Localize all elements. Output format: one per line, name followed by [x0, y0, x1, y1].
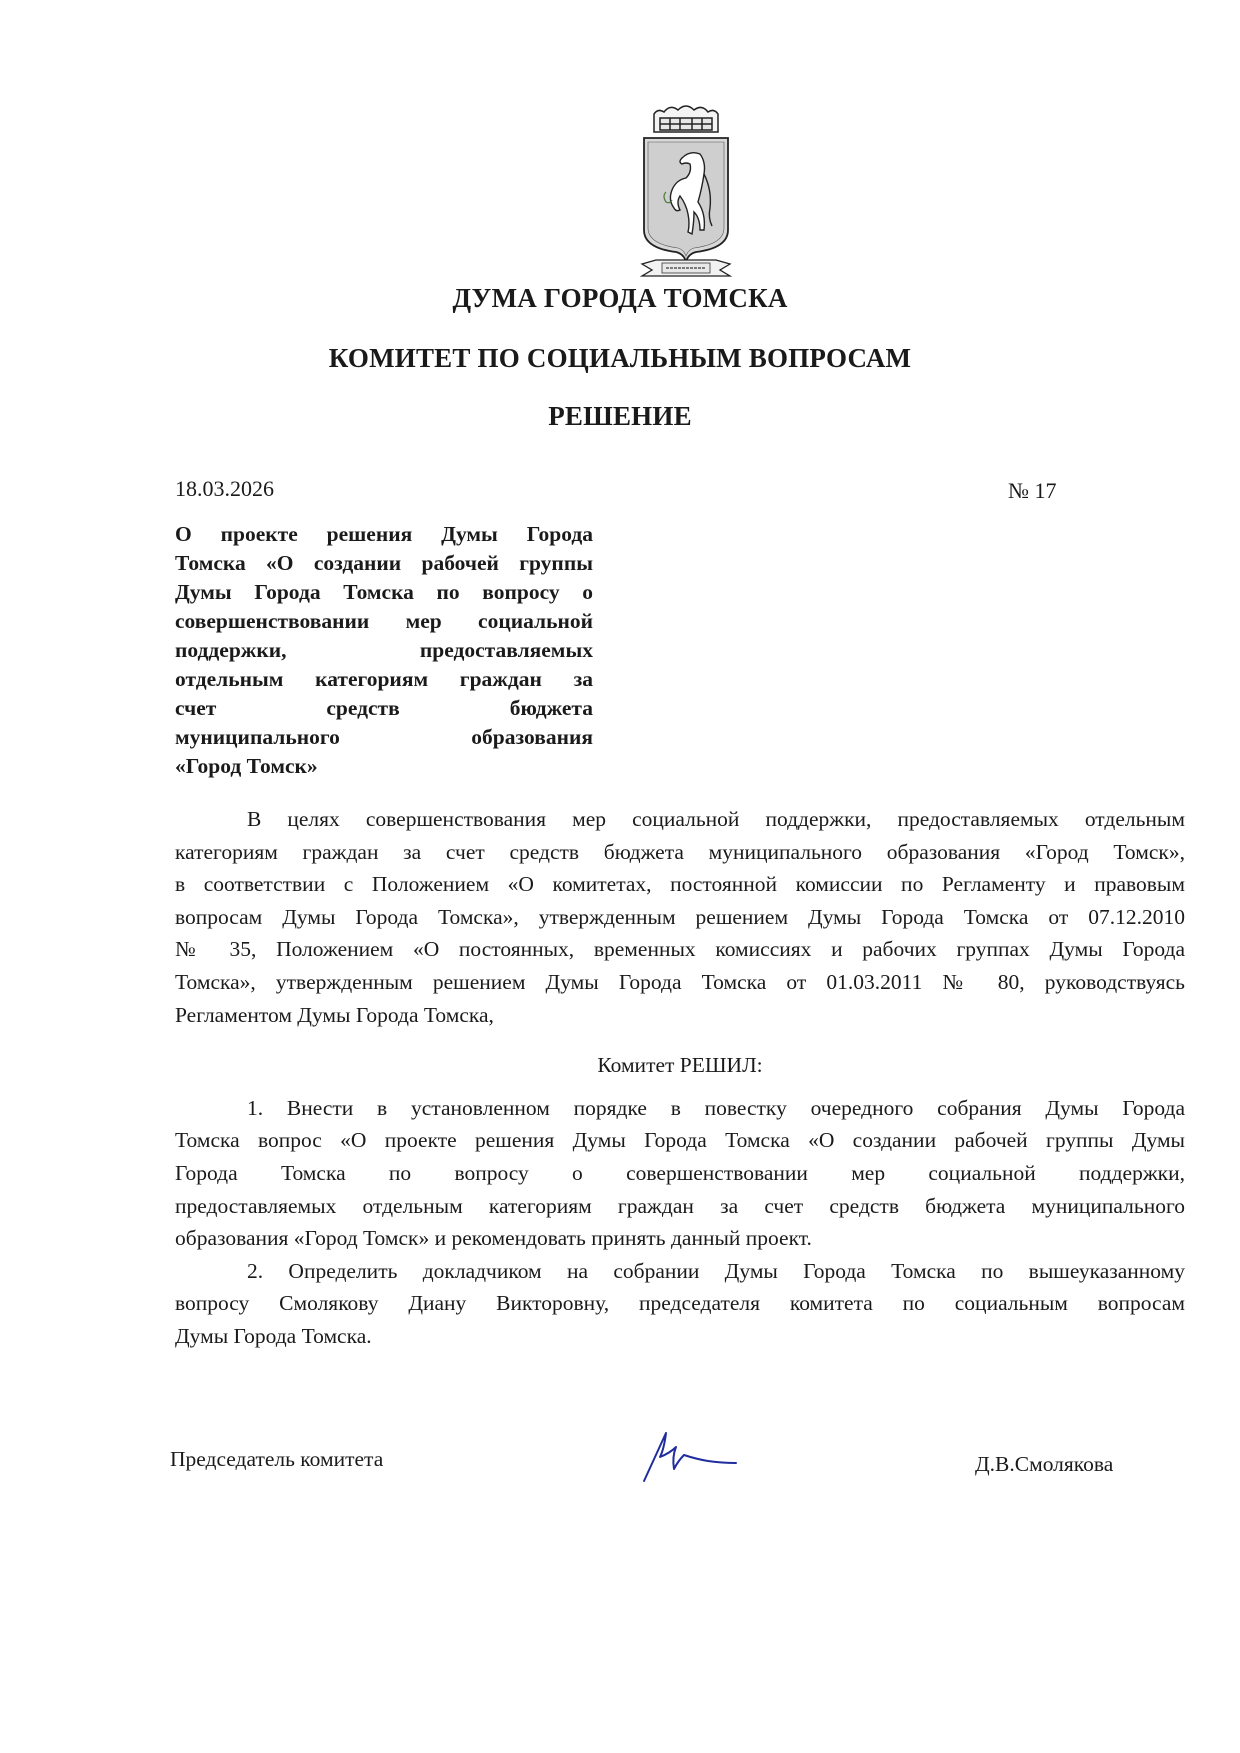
- signatory-name: Д.В.Смолякова: [975, 1452, 1114, 1476]
- document-type-title: РЕШЕНИЕ: [548, 401, 692, 431]
- body-line: Города Томска по вопросу о совершенствовании мер социальной поддержки,: [175, 1160, 1185, 1185]
- tomsk-coat-of-arms-icon: [636, 100, 736, 280]
- body-line: Регламентом Думы Города Томска,: [175, 1002, 494, 1027]
- org-title: ДУМА ГОРОДА ТОМСКА: [452, 283, 788, 313]
- resolved-heading: Комитет РЕШИЛ:: [597, 1053, 763, 1078]
- subject-line: поддержки, предоставляемых: [175, 638, 593, 662]
- subject-line: «Город Томск»: [175, 754, 318, 778]
- subject-line: О проекте решения Думы Города: [175, 522, 593, 546]
- body-line: в соответствии с Положением «О комитетах, постоянной комиссии по Регламенту и правовым: [175, 872, 1185, 897]
- body-line: вопросу Смолякову Диану Викторовну, председателя комитета по социальным вопросам: [175, 1291, 1185, 1316]
- preamble-paragraph: [175, 803, 1185, 1031]
- subject-line: совершенствовании мер социальной: [175, 609, 593, 633]
- resolution-item-1: [175, 1092, 1185, 1255]
- body-line: Думы Города Томска.: [175, 1323, 372, 1348]
- subject-line: отдельным категориям граждан за: [175, 667, 593, 691]
- body-line: образования «Город Томск» и рекомендовать принять данный проект.: [175, 1226, 812, 1251]
- body-line: № 35, Положением «О постоянных, временных комиссиях и рабочих группах Думы Города: [175, 937, 1185, 962]
- subject-line: Томска «О создании рабочей группы: [175, 551, 593, 575]
- handwritten-signature-icon: [636, 1425, 746, 1485]
- body-line: В целях совершенствования мер социальной поддержки, предоставляемых отдельным: [247, 807, 1185, 831]
- subject-line: Думы Города Томска по вопросу о: [175, 580, 593, 604]
- body-line: предоставляемых отдельным категориям граждан за счет средств бюджета муниципального: [175, 1193, 1185, 1218]
- subject-line: муниципального образования: [175, 725, 593, 749]
- subject-line: счет средств бюджета: [175, 696, 593, 720]
- body-line: категориям граждан за счет средств бюджета муниципального образования «Город Томск»,: [175, 839, 1185, 864]
- body-line: 2. Определить докладчиком на собрании Думы Города Томска по вышеуказанному: [247, 1258, 1185, 1283]
- document-date: 18.03.2026: [175, 476, 274, 501]
- body-line: 1. Внести в установленном порядке в повестку очередного собрания Думы Города: [247, 1095, 1185, 1120]
- resolution-item-2: [175, 1255, 1185, 1353]
- body-line: Томска», утвержденным решением Думы Города Томска от 01.03.2011 № 80, руководствуясь: [175, 969, 1185, 994]
- body-line: Томска вопрос «О проекте решения Думы Города Томска «О создании рабочей группы Думы: [175, 1128, 1185, 1153]
- committee-title: КОМИТЕТ ПО СОЦИАЛЬНЫМ ВОПРОСАМ: [328, 343, 912, 373]
- decision-subject: [175, 520, 593, 781]
- document-number: № 17: [1008, 478, 1057, 503]
- signatory-role: Председатель комитета: [170, 1447, 384, 1471]
- body-line: вопросам Думы Города Томска», утвержденным решением Думы Города Томска от 07.12.2010: [175, 904, 1185, 929]
- document-body: [175, 803, 1185, 1353]
